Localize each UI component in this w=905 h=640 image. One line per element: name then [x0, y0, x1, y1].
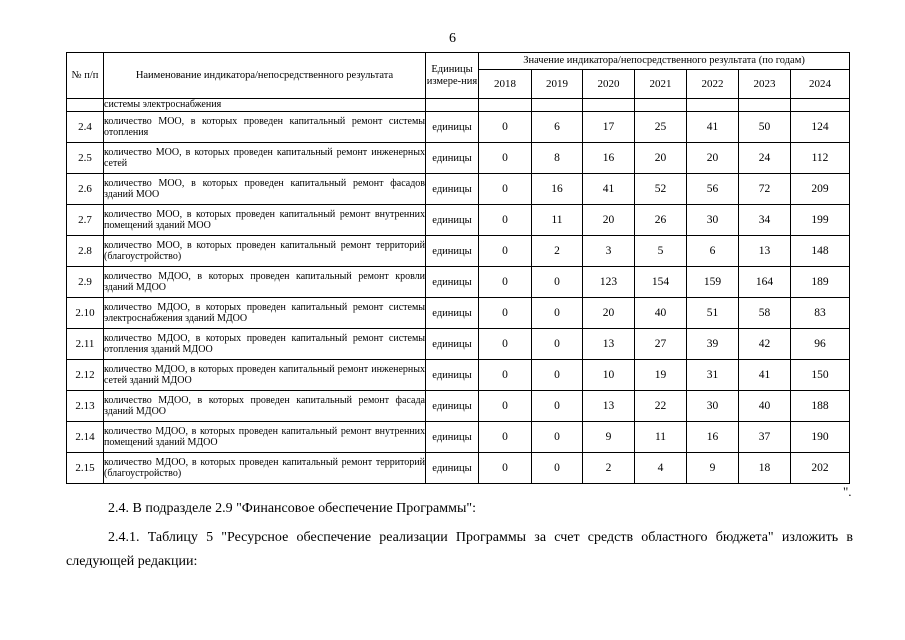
- value-cell: 13: [583, 391, 635, 422]
- table-row: [67, 453, 850, 484]
- unit-cell: единицы: [426, 112, 479, 143]
- continuation-value-cell: [479, 99, 532, 112]
- value-cell: 42: [739, 329, 791, 360]
- row-number-cell: 2.10: [67, 298, 104, 329]
- value-cell: 20: [635, 143, 687, 174]
- value-cell: 0: [532, 267, 583, 298]
- value-cell: 11: [635, 422, 687, 453]
- value-cell: 150: [791, 360, 850, 391]
- value-cell: 0: [479, 236, 532, 267]
- continuation-value-cell: [687, 99, 739, 112]
- value-cell: 39: [687, 329, 739, 360]
- header-num: № п/п: [67, 53, 104, 99]
- indicator-name-cell: количество МОО, в которых проведен капитальный ремонт территорий (благоустройство): [104, 236, 426, 267]
- value-cell: 31: [687, 360, 739, 391]
- continuation-unit-cell: [426, 99, 479, 112]
- unit-cell: единицы: [426, 174, 479, 205]
- value-cell: 10: [583, 360, 635, 391]
- continuation-value-cell: [583, 99, 635, 112]
- value-cell: 72: [739, 174, 791, 205]
- value-cell: 159: [687, 267, 739, 298]
- continuation-value-cell: [739, 99, 791, 112]
- value-cell: 199: [791, 205, 850, 236]
- indicator-name-cell: количество МДОО, в которых проведен капитальный ремонт внутренних помещений зданий МДОО: [104, 422, 426, 453]
- value-cell: 16: [687, 422, 739, 453]
- indicator-name-cell: количество МДОО, в которых проведен капитальный ремонт системы электроснабжения зданий МДОО: [104, 298, 426, 329]
- continuation-name-cell: системы электроснабжения: [104, 99, 426, 112]
- table-row: [67, 267, 850, 298]
- header-year: 2019: [532, 70, 583, 99]
- table-row: [67, 391, 850, 422]
- indicator-name-cell: количество МОО, в которых проведен капитальный ремонт системы отопления: [104, 112, 426, 143]
- value-cell: 18: [739, 453, 791, 484]
- continuation-num-cell: [67, 99, 104, 112]
- unit-cell: единицы: [426, 236, 479, 267]
- value-cell: 4: [635, 453, 687, 484]
- unit-cell: единицы: [426, 329, 479, 360]
- indicator-name-cell: количество МДОО, в которых проведен капитальный ремонт системы отопления зданий МДОО: [104, 329, 426, 360]
- value-cell: 40: [635, 298, 687, 329]
- value-cell: 0: [532, 360, 583, 391]
- value-cell: 30: [687, 391, 739, 422]
- value-cell: 9: [687, 453, 739, 484]
- value-cell: 26: [635, 205, 687, 236]
- value-cell: 190: [791, 422, 850, 453]
- value-cell: 24: [739, 143, 791, 174]
- value-cell: 16: [532, 174, 583, 205]
- value-cell: 40: [739, 391, 791, 422]
- table-row: [67, 422, 850, 453]
- row-number-cell: 2.6: [67, 174, 104, 205]
- row-number-cell: 2.5: [67, 143, 104, 174]
- value-cell: 209: [791, 174, 850, 205]
- table-row: [67, 143, 850, 174]
- unit-cell: единицы: [426, 360, 479, 391]
- value-cell: 11: [532, 205, 583, 236]
- value-cell: 123: [583, 267, 635, 298]
- row-number-cell: 2.9: [67, 267, 104, 298]
- row-number-cell: 2.13: [67, 391, 104, 422]
- row-number-cell: 2.12: [67, 360, 104, 391]
- table-row: [67, 174, 850, 205]
- value-cell: 164: [739, 267, 791, 298]
- row-number-cell: 2.15: [67, 453, 104, 484]
- header-year: 2024: [791, 70, 850, 99]
- indicator-name-cell: количество МОО, в которых проведен капитальный ремонт инженерных сетей: [104, 143, 426, 174]
- header-year: 2022: [687, 70, 739, 99]
- value-cell: 20: [583, 298, 635, 329]
- value-cell: 50: [739, 112, 791, 143]
- table-row: [67, 236, 850, 267]
- unit-cell: единицы: [426, 422, 479, 453]
- table-row: [67, 205, 850, 236]
- value-cell: 25: [635, 112, 687, 143]
- table-row-continuation: [67, 99, 850, 112]
- value-cell: 0: [532, 298, 583, 329]
- value-cell: 0: [532, 329, 583, 360]
- value-cell: 52: [635, 174, 687, 205]
- value-cell: 9: [583, 422, 635, 453]
- value-cell: 154: [635, 267, 687, 298]
- value-cell: 8: [532, 143, 583, 174]
- value-cell: 16: [583, 143, 635, 174]
- value-cell: 56: [687, 174, 739, 205]
- value-cell: 17: [583, 112, 635, 143]
- unit-cell: единицы: [426, 453, 479, 484]
- unit-cell: единицы: [426, 143, 479, 174]
- value-cell: 124: [791, 112, 850, 143]
- value-cell: 188: [791, 391, 850, 422]
- row-number-cell: 2.14: [67, 422, 104, 453]
- value-cell: 0: [479, 360, 532, 391]
- value-cell: 30: [687, 205, 739, 236]
- unit-cell: единицы: [426, 205, 479, 236]
- value-cell: 0: [479, 453, 532, 484]
- value-cell: 202: [791, 453, 850, 484]
- value-cell: 6: [687, 236, 739, 267]
- indicator-name-cell: количество МОО, в которых проведен капитальный ремонт внутренних помещений зданий МОО: [104, 205, 426, 236]
- value-cell: 13: [583, 329, 635, 360]
- header-values-group: Значение индикатора/непосредственного результата (по годам): [479, 53, 850, 70]
- value-cell: 0: [479, 329, 532, 360]
- value-cell: 96: [791, 329, 850, 360]
- unit-cell: единицы: [426, 391, 479, 422]
- table-row: [67, 360, 850, 391]
- value-cell: 0: [532, 422, 583, 453]
- indicator-name-cell: количество МДОО, в которых проведен капитальный ремонт фасада зданий МДОО: [104, 391, 426, 422]
- paragraph-2-4-1-continuation: следующей редакции:: [66, 554, 198, 569]
- value-cell: 83: [791, 298, 850, 329]
- value-cell: 3: [583, 236, 635, 267]
- continuation-value-cell: [791, 99, 850, 112]
- value-cell: 0: [479, 143, 532, 174]
- indicator-name-cell: количество МДОО, в которых проведен капитальный ремонт инженерных сетей зданий МДОО: [104, 360, 426, 391]
- value-cell: 0: [479, 112, 532, 143]
- continuation-value-cell: [635, 99, 687, 112]
- row-number-cell: 2.11: [67, 329, 104, 360]
- value-cell: 0: [532, 391, 583, 422]
- value-cell: 41: [739, 360, 791, 391]
- value-cell: 0: [479, 391, 532, 422]
- value-cell: 58: [739, 298, 791, 329]
- table-row: [67, 329, 850, 360]
- value-cell: 20: [687, 143, 739, 174]
- value-cell: 2: [532, 236, 583, 267]
- header-year: 2020: [583, 70, 635, 99]
- value-cell: 112: [791, 143, 850, 174]
- row-number-cell: 2.8: [67, 236, 104, 267]
- value-cell: 189: [791, 267, 850, 298]
- unit-cell: единицы: [426, 267, 479, 298]
- paragraph-2-4: 2.4. В подразделе 2.9 "Финансовое обеспечение Программы":: [108, 501, 476, 516]
- closing-quote-mark: ".: [843, 484, 852, 499]
- value-cell: 20: [583, 205, 635, 236]
- page-number: 6: [449, 31, 456, 46]
- unit-cell: единицы: [426, 298, 479, 329]
- paragraph-2-4-1: 2.4.1. Таблицу 5 "Ресурсное обеспечение реализации Программы за счет средств областного бюджета" изложить в: [108, 530, 853, 545]
- header-year: 2023: [739, 70, 791, 99]
- row-number-cell: 2.4: [67, 112, 104, 143]
- value-cell: 19: [635, 360, 687, 391]
- value-cell: 37: [739, 422, 791, 453]
- value-cell: 6: [532, 112, 583, 143]
- value-cell: 51: [687, 298, 739, 329]
- header-name: Наименование индикатора/непосредственного результата: [104, 53, 426, 99]
- value-cell: 2: [583, 453, 635, 484]
- table-row: [67, 298, 850, 329]
- value-cell: 41: [687, 112, 739, 143]
- header-unit: Единицы измере-ния: [426, 53, 479, 99]
- value-cell: 0: [479, 298, 532, 329]
- value-cell: 0: [479, 267, 532, 298]
- value-cell: 5: [635, 236, 687, 267]
- indicator-name-cell: количество МОО, в которых проведен капитальный ремонт фасадов зданий МОО: [104, 174, 426, 205]
- value-cell: 148: [791, 236, 850, 267]
- indicator-name-cell: количество МДОО, в которых проведен капитальный ремонт территорий (благоустройство): [104, 453, 426, 484]
- value-cell: 13: [739, 236, 791, 267]
- value-cell: 0: [479, 422, 532, 453]
- value-cell: 22: [635, 391, 687, 422]
- header-year: 2021: [635, 70, 687, 99]
- value-cell: 27: [635, 329, 687, 360]
- value-cell: 34: [739, 205, 791, 236]
- indicator-name-cell: количество МДОО, в которых проведен капитальный ремонт кровли зданий МДОО: [104, 267, 426, 298]
- value-cell: 41: [583, 174, 635, 205]
- indicators-table: [66, 52, 850, 484]
- table-row: [67, 112, 850, 143]
- row-number-cell: 2.7: [67, 205, 104, 236]
- value-cell: 0: [479, 205, 532, 236]
- value-cell: 0: [532, 453, 583, 484]
- value-cell: 0: [479, 174, 532, 205]
- header-year: 2018: [479, 70, 532, 99]
- continuation-value-cell: [532, 99, 583, 112]
